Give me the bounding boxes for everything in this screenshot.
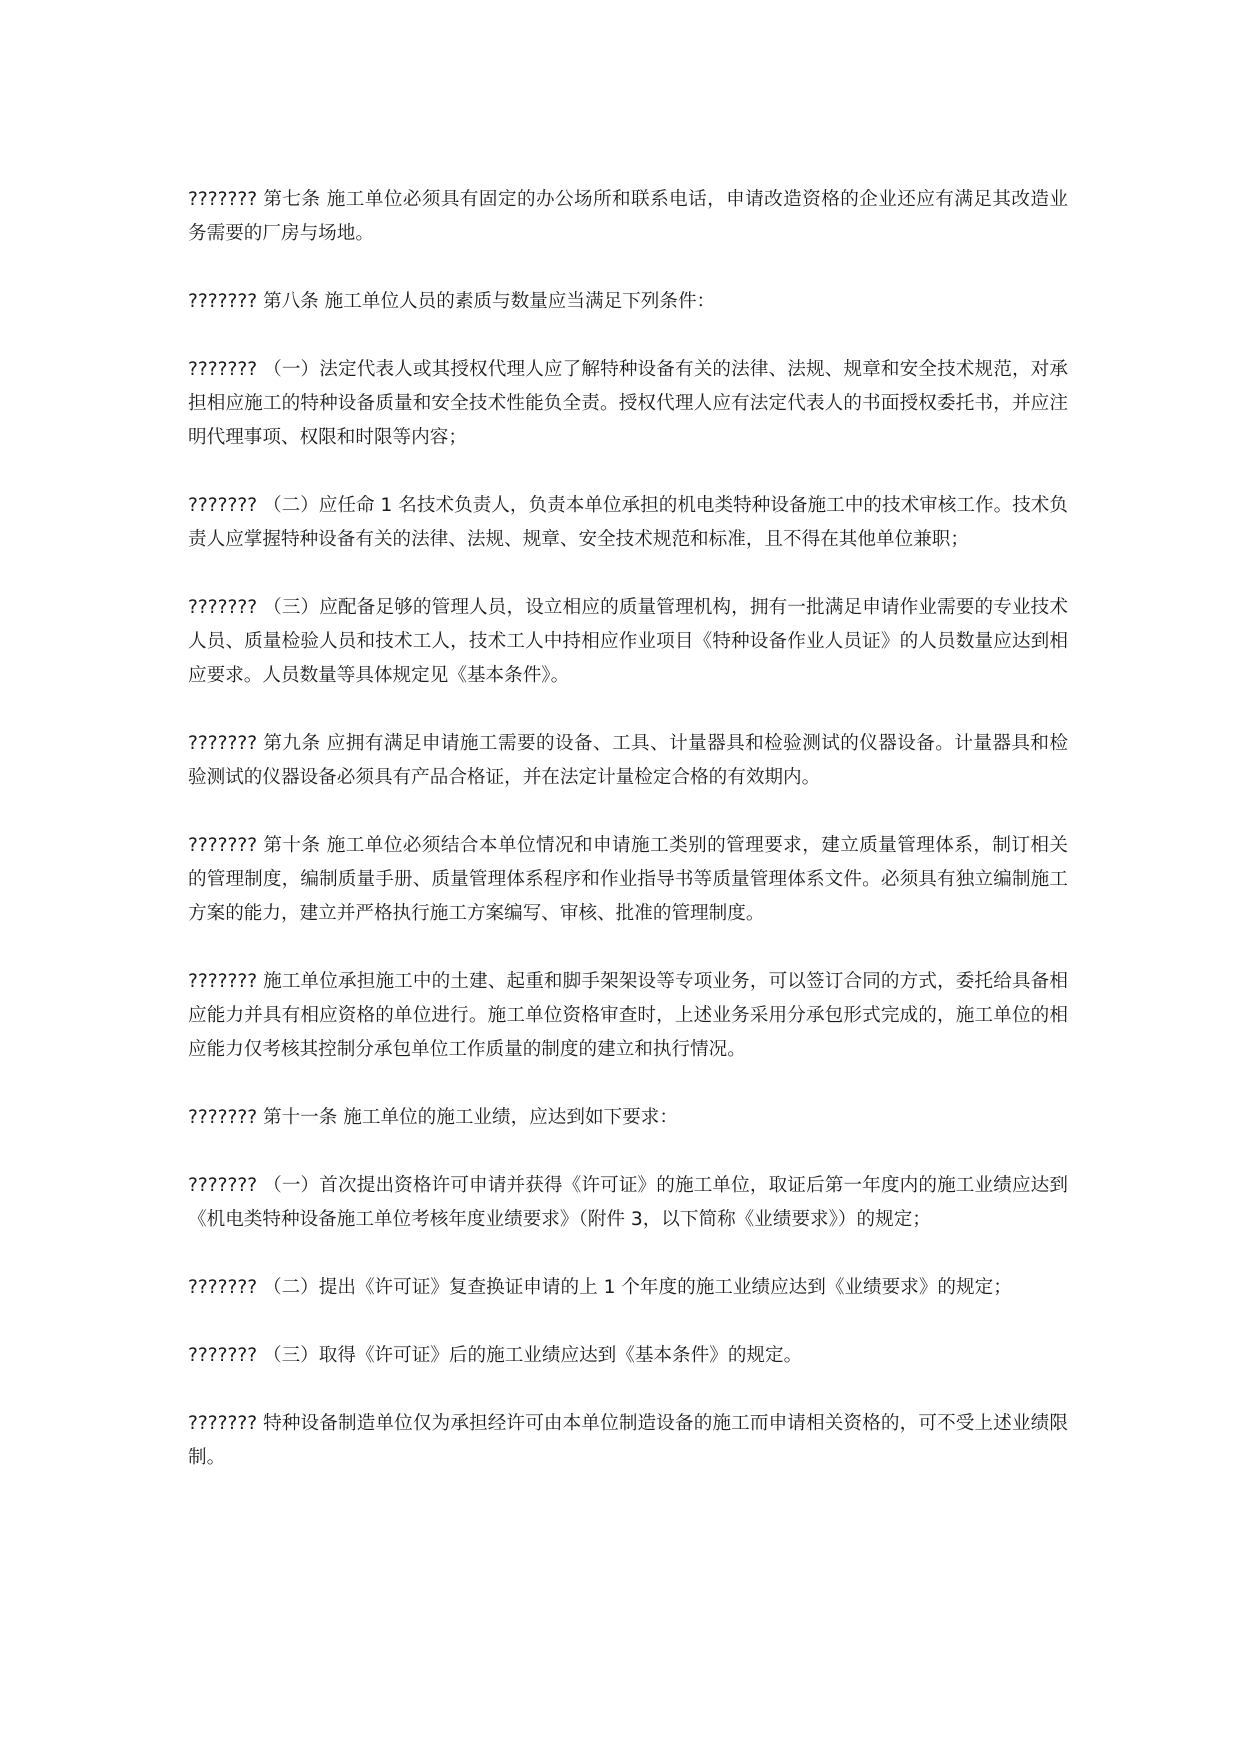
paragraph-article-9: ??????? 第九条 应拥有满足申请施工需要的设备、工具、计量器具和检验测试的仪器设备。计量器具和检验测试的仪器设备必须具有产品合格证，并在法定计量检定合格的有效期内。: [188, 733, 1068, 788]
paragraph-article-11: ??????? 第十一条 施工单位的施工业绩，应达到如下要求：: [188, 1107, 678, 1128]
paragraph-article-8: ??????? 第八条 施工单位人员的素质与数量应当满足下列条件：: [188, 291, 716, 312]
paragraph-article-7: ??????? 第七条 施工单位必须具有固定的办公场所和联系电话，申请改造资格的企业还应有满足其改造业务需要的厂房与场地。: [188, 189, 1068, 244]
paragraph-article-8-item-3: ??????? （三）应配备足够的管理人员，设立相应的质量管理机构，拥有一批满足申请作业需要的专业技术人员、质量检验人员和技术工人，技术工人中持相应作业项目《特种设备作业人员证》的人员数量应达到相应要求。人员数量等具体规定见《基本条件》。: [188, 597, 1068, 686]
paragraph-article-10-subcontract: ??????? 施工单位承担施工中的土建、起重和脚手架架设等专项业务，可以签订合同的方式，委托给具备相应能力并具有相应资格的单位进行。施工单位资格审查时，上述业务采用分承包形式完成的，施工单位的相应能力仅考核其控制分承包单位工作质量的制度的建立和执行情况。: [188, 971, 1068, 1060]
document-body: [188, 183, 1068, 1475]
paragraph-article-8-item-2: ??????? （二）应任命 1 名技术负责人，负责本单位承担的机电类特种设备施工中的技术审核工作。技术负责人应掌握特种设备有关的法律、法规、规章、安全技术规范和标准，且不得在其他单位兼职；: [188, 495, 1068, 550]
paragraph-article-8-item-1: ??????? （一）法定代表人或其授权代理人应了解特种设备有关的法律、法规、规章和安全技术规范，对承担相应施工的特种设备质量和安全技术性能负全责。授权代理人应有法定代表人的书面授权委托书，并应注明代理事项、权限和时限等内容；: [188, 359, 1068, 448]
paragraph-article-11-item-1: ??????? （一）首次提出资格许可申请并获得《许可证》的施工单位，取证后第一年度内的施工业绩应达到《机电类特种设备施工单位考核年度业绩要求》（附件 3，以下简称《业绩要求》）的规定；: [188, 1175, 1068, 1230]
paragraph-article-11-item-2: ??????? （二）提出《许可证》复查换证申请的上 1 个年度的施工业绩应达到《业绩要求》的规定；: [188, 1277, 1012, 1298]
paragraph-article-11-exemption: ??????? 特种设备制造单位仅为承担经许可由本单位制造设备的施工而申请相关资格的，可不受上述业绩限制。: [188, 1413, 1068, 1468]
paragraph-article-11-item-3: ??????? （三）取得《许可证》后的施工业绩应达到《基本条件》的规定。: [188, 1345, 803, 1366]
paragraph-article-10: ??????? 第十条 施工单位必须结合本单位情况和申请施工类别的管理要求，建立质量管理体系，制订相关的管理制度，编制质量手册、质量管理体系程序和作业指导书等质量管理体系文件。必须具有独立编制施工方案的能力，建立并严格执行施工方案编写、审核、批准的管理制度。: [188, 835, 1068, 924]
